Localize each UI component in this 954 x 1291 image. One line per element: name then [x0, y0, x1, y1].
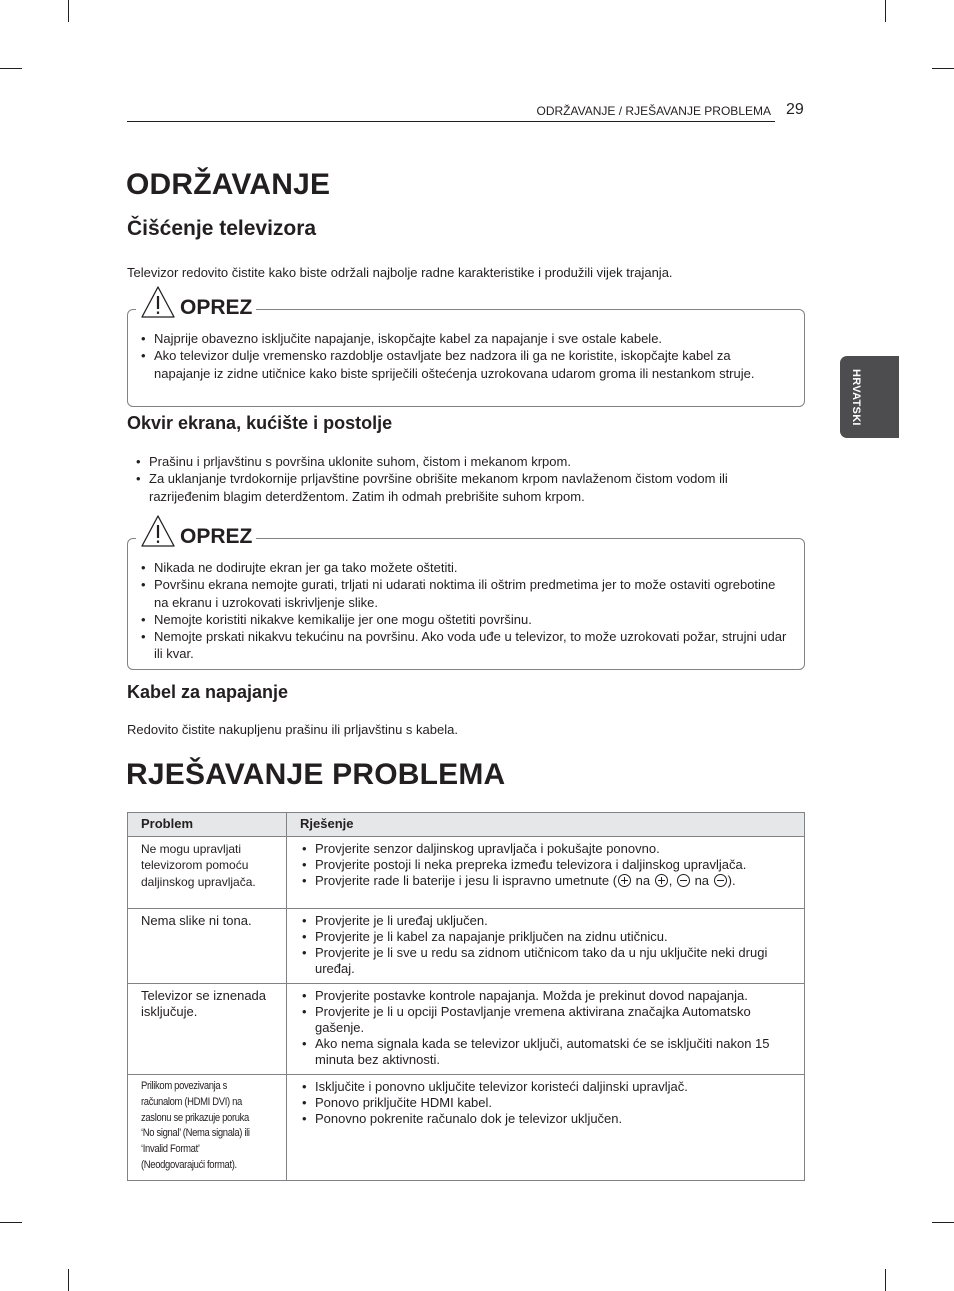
battery-text-post: ).: [727, 873, 736, 888]
list-item: • Ako nema signala kada se televizor uključi, automatski će se isključiti nakon 15 minuta bez aktivnosti.: [301, 1036, 792, 1068]
battery-text-pre: Provjerite rade li baterije i jesu li ispravno umetnute (: [315, 873, 618, 888]
list-item: • Provjerite je li u opciji Postavljanje vremena aktivirana značajka Automatsko gašenje.: [301, 1004, 792, 1036]
crop-mark: [932, 1222, 954, 1223]
table-row: [128, 909, 805, 984]
problem-text: Ne mogu upravljati televizorom pomoću daljinskog upravljača.: [141, 842, 256, 889]
table-row: [128, 837, 805, 909]
table-row: [128, 984, 805, 1075]
battery-text-mid: na: [632, 873, 654, 888]
solution-cell: [287, 909, 805, 984]
list-item: • Prašinu i prljavštinu s površina uklonite suhom, čistom i mekanom krpom.: [135, 453, 790, 470]
caution-list: [140, 559, 790, 663]
problem-cell: [128, 984, 287, 1075]
battery-text-mid: ,: [668, 873, 676, 888]
minus-terminal-icon: [714, 874, 727, 887]
plus-terminal-icon: [618, 874, 631, 887]
crop-mark: [0, 68, 22, 69]
list-item: • Provjerite senzor daljinskog upravljača i pokušajte ponovno.: [301, 841, 792, 857]
solution-cell: [287, 984, 805, 1075]
list-item-battery: [301, 873, 792, 889]
crop-mark: [68, 1269, 69, 1291]
crop-mark: [932, 68, 954, 69]
caution-list: [140, 330, 790, 382]
caution-label: OPREZ: [180, 525, 253, 548]
cleaning-title: Čišćenje televizora: [127, 217, 317, 240]
crop-mark: [885, 0, 886, 22]
language-tab-label: HRVATSKI: [850, 368, 862, 426]
list-item: • Provjerite je li uređaj uključen.: [301, 913, 792, 929]
cleaning-intro: Televizor redovito čistite kako biste održali najbolje radne karakteristike i produžili vijek trajanja.: [127, 265, 673, 280]
list-item: • Provjerite je li kabel za napajanje priključen na zidnu utičnicu.: [301, 929, 792, 945]
maintenance-title: ODRŽAVANJE: [126, 168, 331, 201]
crop-mark: [0, 1222, 22, 1223]
list-item: • Provjerite postavke kontrole napajanja. Možda je prekinut dovod napajanja.: [301, 988, 792, 1004]
list-item: • Najprije obavezno isključite napajanje, iskopčajte kabel za napajanje i sve ostale kabele.: [140, 330, 790, 347]
list-item: • Ako televizor dulje vremensko razdoblje ostavljate bez nadzora ili ga ne koristite, iskopčajte kabel za napajanje iz zidne utičnice kako biste spriječili oštećenja uzrokovana udarom groma ili nestankom struje.: [140, 347, 790, 382]
list-item: • Provjerite je li sve u redu sa zidnom utičnicom tako da u nju uključite neki drugi uređaj.: [301, 945, 792, 977]
list-item: • Ponovo priključite HDMI kabel.: [301, 1095, 792, 1111]
crop-mark: [68, 0, 69, 22]
minus-terminal-icon: [677, 874, 690, 887]
list-item: • Nemojte koristiti nikakve kemikalije jer one mogu oštetiti površinu.: [140, 611, 790, 628]
running-header: ODRŽAVANJE / RJEŠAVANJE PROBLEMA: [536, 104, 771, 118]
solution-cell: [287, 837, 805, 909]
list-item: • Provjerite postoji li neka prepreka između televizora i daljinskog upravljača.: [301, 857, 792, 873]
solution-list: [301, 1079, 792, 1127]
header-rule: [127, 121, 775, 122]
troubleshooting-table: [127, 812, 805, 1181]
frame-list: [135, 453, 790, 505]
solution-list: [301, 913, 792, 977]
plus-terminal-icon: [655, 874, 668, 887]
warning-icon: [140, 285, 176, 319]
caution-label: OPREZ: [180, 296, 253, 319]
warning-icon: [140, 514, 176, 548]
solution-cell: [287, 1075, 805, 1181]
problem-cell: [128, 909, 287, 984]
problem-text: Nema slike ni tona.: [141, 913, 252, 928]
solution-list: [301, 841, 792, 889]
troubleshooting-title: RJEŠAVANJE PROBLEMA: [126, 758, 506, 791]
problem-cell: [128, 1075, 287, 1181]
crop-mark: [885, 1269, 886, 1291]
frame-title: Okvir ekrana, kućište i postolje: [127, 413, 393, 433]
table-header-row: [128, 813, 805, 837]
cable-title: Kabel za napajanje: [127, 682, 289, 702]
list-item: • Isključite i ponovno uključite televizor koristeći daljinski upravljač.: [301, 1079, 792, 1095]
problem-cell: [128, 837, 287, 909]
list-item: • Površinu ekrana nemojte gurati, trljati ni udarati noktima ili oštrim predmetima jer to može ostaviti ogrebotine na ekranu i uzrokovati iskrivljenje slike.: [140, 576, 790, 611]
solution-list: [301, 988, 792, 1068]
list-item: • Ponovno pokrenite računalo dok je televizor uključen.: [301, 1111, 792, 1127]
list-item: • Za uklanjanje tvrdokornije prljavštine površine obrišite mekanom krpom navlaženom čistom vodom ili razrijeđenim blagim deterdžentom. Zatim ih odmah prebrišite suhom krpom.: [135, 470, 790, 505]
battery-text-mid: na: [690, 873, 713, 888]
cable-text: Redovito čistite nakupljenu prašinu ili prljavštinu s kabela.: [127, 722, 458, 737]
caution-header: [136, 285, 256, 319]
column-header-solution: Rješenje: [287, 813, 805, 837]
problem-text: Prilikom povezivanja s računalom (HDMI DVI) na zaslonu se prikazuje poruka ‘No signal’ (Nema signala) ili ‘Invalid Format’ (Neodgovarajući format).: [141, 1080, 250, 1171]
problem-text: Televizor se iznenada isključuje.: [141, 988, 267, 1019]
column-header-problem: Problem: [128, 813, 287, 837]
page-number: 29: [786, 101, 804, 118]
language-tab: [840, 356, 899, 438]
list-item: • Nikada ne dodirujte ekran jer ga tako možete oštetiti.: [140, 559, 790, 576]
table-row: [128, 1075, 805, 1181]
caution-header: [136, 514, 256, 548]
list-item: • Nemojte prskati nikakvu tekućinu na površinu. Ako voda uđe u televizor, to može uzrokovati požar, strujni udar ili kvar.: [140, 628, 790, 663]
